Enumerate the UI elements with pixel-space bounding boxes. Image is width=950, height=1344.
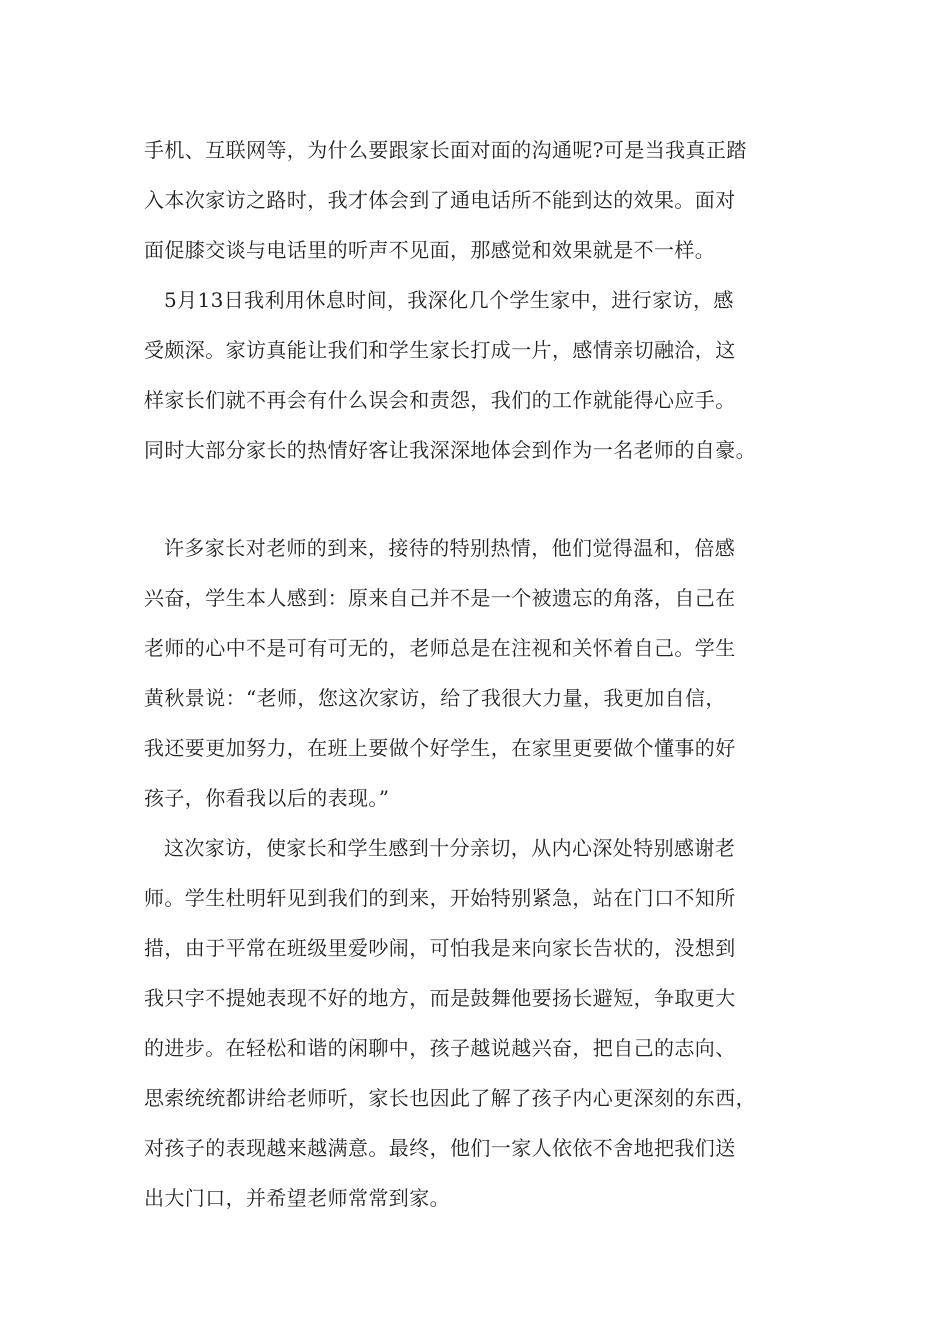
text-line: 出大门口，并希望老师常常到家。 <box>144 1186 450 1210</box>
text-line: 我只字不提她表现不好的地方，而是鼓舞他要扬长避短，争取更大 <box>144 986 736 1010</box>
text-line: 我还要更加努力，在班上要做个好学生，在家里更要做个懂事的好 <box>144 736 736 760</box>
text-line: 这次家访，使家长和学生感到十分亲切，从内心深处特别感谢老 <box>164 836 736 860</box>
text-line: 兴奋，学生本人感到：原来自己并不是一个被遗忘的角落，自己在 <box>144 586 736 610</box>
text-line: 面促膝交谈与电话里的听声不见面，那感觉和效果就是不一样。 <box>144 238 716 262</box>
text-line: 措，由于平常在班级里爱吵闹，可怕我是来向家长告状的，没想到 <box>144 936 736 960</box>
text-line: 同时大部分家长的热情好客让我深深地体会到作为一名老师的自豪。 <box>144 438 756 462</box>
text-line: 入本次家访之路时，我才体会到了通电话所不能到达的效果。面对 <box>144 188 736 212</box>
text-line: 对孩子的表现越来越满意。最终，他们一家人依依不舍地把我们送 <box>144 1136 736 1160</box>
text-line: 孩子，你看我以后的表现。” <box>144 786 390 810</box>
text-line: 的进步。在轻松和谐的闲聊中，孩子越说越兴奋，把自己的志向、 <box>144 1036 736 1060</box>
text-line: 样家长们就不再会有什么误会和责怨，我们的工作就能得心应手。 <box>144 388 736 412</box>
text-line: 黄秋景说：“老师，您这次家访，给了我很大力量，我更加自信， <box>144 686 726 710</box>
text-line: 许多家长对老师的到来，接待的特别热情，他们觉得温和，倍感 <box>164 536 736 560</box>
text-line: 手机、互联网等，为什么要跟家长面对面的沟通呢?可是当我真正踏 <box>144 138 747 162</box>
text-line: 5月13日我利用休息时间，我深化几个学生家中，进行家访，感 <box>164 288 734 312</box>
text-line: 受颇深。家访真能让我们和学生家长打成一片，感情亲切融洽，这 <box>144 338 736 362</box>
text-line: 思索统统都讲给老师听，家长也因此了解了孩子内心更深刻的东西， <box>144 1086 756 1110</box>
text-line: 师。学生杜明轩见到我们的到来，开始特别紧急，站在门口不知所 <box>144 886 736 910</box>
text-line: 老师的心中不是可有可无的，老师总是在注视和关怀着自己。学生 <box>144 636 736 660</box>
